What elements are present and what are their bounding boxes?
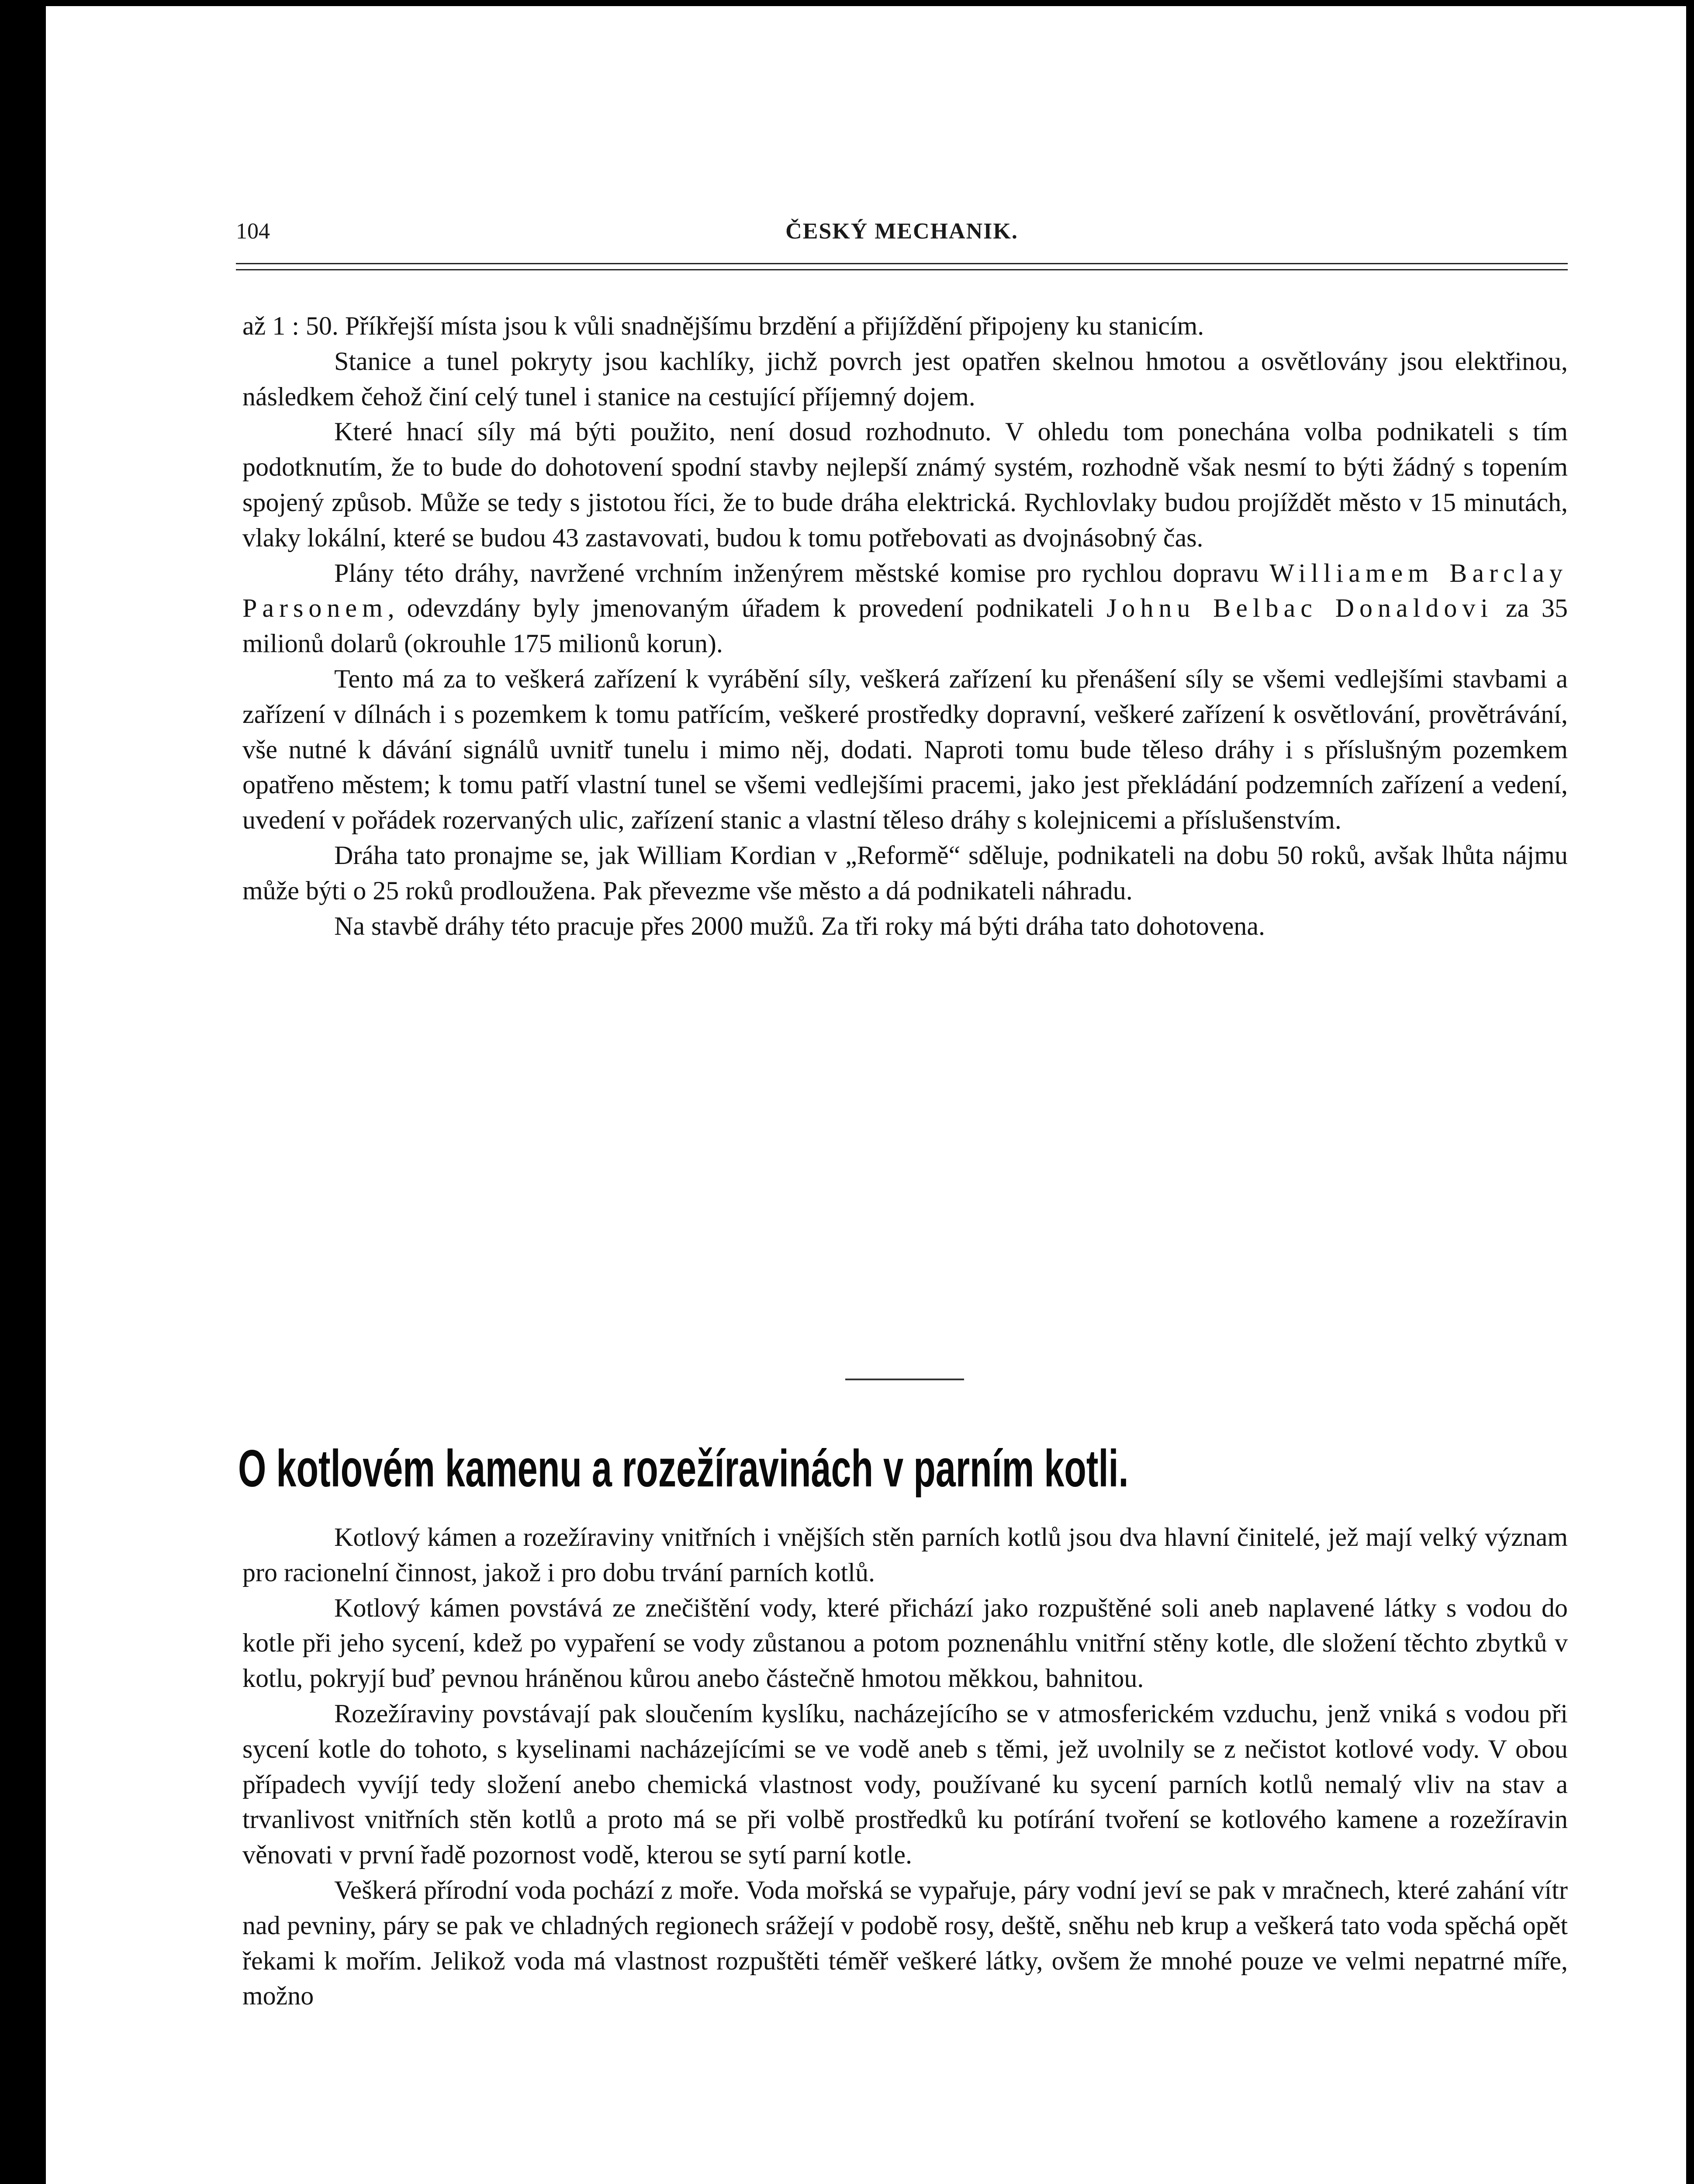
paragraph	[242, 1520, 1568, 1590]
spaced-name: Williamem Barclay Parsonem	[242, 558, 1568, 623]
text-segment: Tento má za to veškerá zařízení k vyrábění síly, veškerá zařízení ku přenášení síly se všemi vedlejšími stavbami a zařízení v dílnách i s pozemkem k tomu patřícím, veškeré prostředky dopravní, veškeré zařízení k osvětlování, provětrávání, vše nutné k dávání signálů uvnitř tunelu i mimo něj, dodati. Naproti tomu bude těleso dráhy i s příslušným pozemkem opatřeno městem; k tomu patří vlastní tunel se všemi vedlejšími pracemi, jako jest překládání podzemních zařízení a vedení, uvedení v pořádek rozervaných ulic, zařízení stanic a vlastní těleso dráhy s kolejnicemi a příslušenstvím.	[242, 664, 1568, 835]
paragraph	[242, 556, 1568, 661]
text-segment: Které hnací síly má býti použito, není dosud rozhodnuto. V ohledu tom ponechána volba podnikateli s tím podotknutím, že to bude do dohotovení spodní stavby nejlepší známý systém, rozhodně však nesmí to býti žádný s topením spojený způsob. Může se tedy s jistotou říci, že to bude dráha elektrická. Rychlovlaky budou projíždět město v 15 minutách, vlaky lokální, které se budou 43 zastavovati, budou k tomu potřebovati as dvojnásobný čas.	[242, 417, 1568, 552]
paragraph	[242, 344, 1568, 415]
text-segment: , odevzdány byly jmenovaným úřadem k provedení podnikateli	[387, 594, 1107, 623]
spaced-name: Johnu Belbac Donaldovi	[1106, 594, 1493, 623]
paragraph	[242, 838, 1568, 909]
article-continued-text	[242, 308, 1568, 943]
text-segment: až 1 : 50. Příkřejší místa jsou k vůli snadnějšímu brzdění a přijíždění připojeny ku stanicím.	[242, 311, 1204, 340]
paragraph	[242, 661, 1568, 838]
text-segment: Plány této dráhy, navržené vrchním inženýrem městské komise pro rychlou dopravu	[334, 558, 1270, 587]
section-divider	[845, 1379, 964, 1380]
paragraph	[242, 909, 1568, 944]
paragraph	[242, 1590, 1568, 1696]
header-rule-bottom	[236, 269, 1568, 270]
article-body-text	[242, 1520, 1568, 2014]
paragraph	[242, 1873, 1568, 2014]
text-segment: Na stavbě dráhy této pracuje přes 2000 mužů. Za tři roky má býti dráha tato dohotovena.	[334, 911, 1265, 940]
running-header	[236, 218, 1568, 249]
header-rule-top	[236, 263, 1568, 264]
paragraph	[242, 1696, 1568, 1873]
text-segment: za 35 milionů dolarů (okrouhle 175 milionů korun).	[242, 594, 1568, 658]
text-segment: Rozežíraviny povstávají pak sloučením kyslíku, nacházejícího se v atmosferickém vzduchu, jenž vniká s vodou při sycení kotle do tohoto, s kyselinami nacházejícími se ve vodě aneb s těmi, jež uvolnily se z nečistot kotlové vody. V obou případech vyvíjí tedy složení anebo chemická vlastnost vody, používané ku sycení parních kotlů nemalý vliv na stav a trvanlivost vnitřních stěn kotlů a proto má se při volbě prostředků ku potírání tvoření se kotlového kamene a rozežíravin věnovati v první řadě pozornost vodě, kterou se sytí parní kotle.	[242, 1699, 1568, 1870]
text-segment: Dráha tato pronajme se, jak William Kordian v „Reformě“ sděluje, podnikateli na dobu 50 roků, avšak lhůta nájmu může býti o 25 roků prodloužena. Pak převezme vše město a dá podnikateli náhradu.	[242, 840, 1568, 905]
text-segment: Kotlový kámen povstává ze znečištění vody, které přichází jako rozpuštěné soli aneb naplavené látky s vodou do kotle při jeho sycení, kdež po vypaření se vody zůstanou a potom poznenáhlu vnitřní stěny kotle, dle složení těchto zbytků v kotlu, pokryjí buď pevnou hráněnou kůrou anebo částečně hmotou měkkou, bahnitou.	[242, 1593, 1568, 1693]
article-title: O kotlovém kamenu a rozežíravinách v parním kotli.	[238, 1439, 1129, 1498]
text-segment: Stanice a tunel pokryty jsou kachlíky, jichž povrch jest opatřen skelnou hmotou a osvětlovány jsou elektřinou, následkem čehož činí celý tunel i stanice na cestující příjemný dojem.	[242, 346, 1568, 411]
running-title: ČESKÝ MECHANIK.	[785, 219, 1018, 244]
document-page	[46, 6, 1686, 2184]
paragraph	[242, 308, 1568, 344]
text-segment: Kotlový kámen a rozežíraviny vnitřních i vnějších stěn parních kotlů jsou dva hlavní činitelé, jež mají velký význam pro racionelní činnost, jakož i pro dobu trvání parních kotlů.	[242, 1523, 1568, 1587]
text-segment: Veškerá přírodní voda pochází z moře. Voda mořská se vypařuje, páry vodní jeví se pak v mračnech, které zahání vítr nad pevniny, páry se pak ve chladných regionech srážejí v podobě rosy, deště, sněhu neb krup a veškerá tato voda spěchá opět řekami k mořím. Jelikož voda má vlastnost rozpuštěti téměř veškeré látky, ovšem že mnohé pouze ve velmi nepatrné míře, možno	[242, 1875, 1568, 2011]
paragraph	[242, 414, 1568, 555]
page-number: 104	[236, 219, 270, 244]
